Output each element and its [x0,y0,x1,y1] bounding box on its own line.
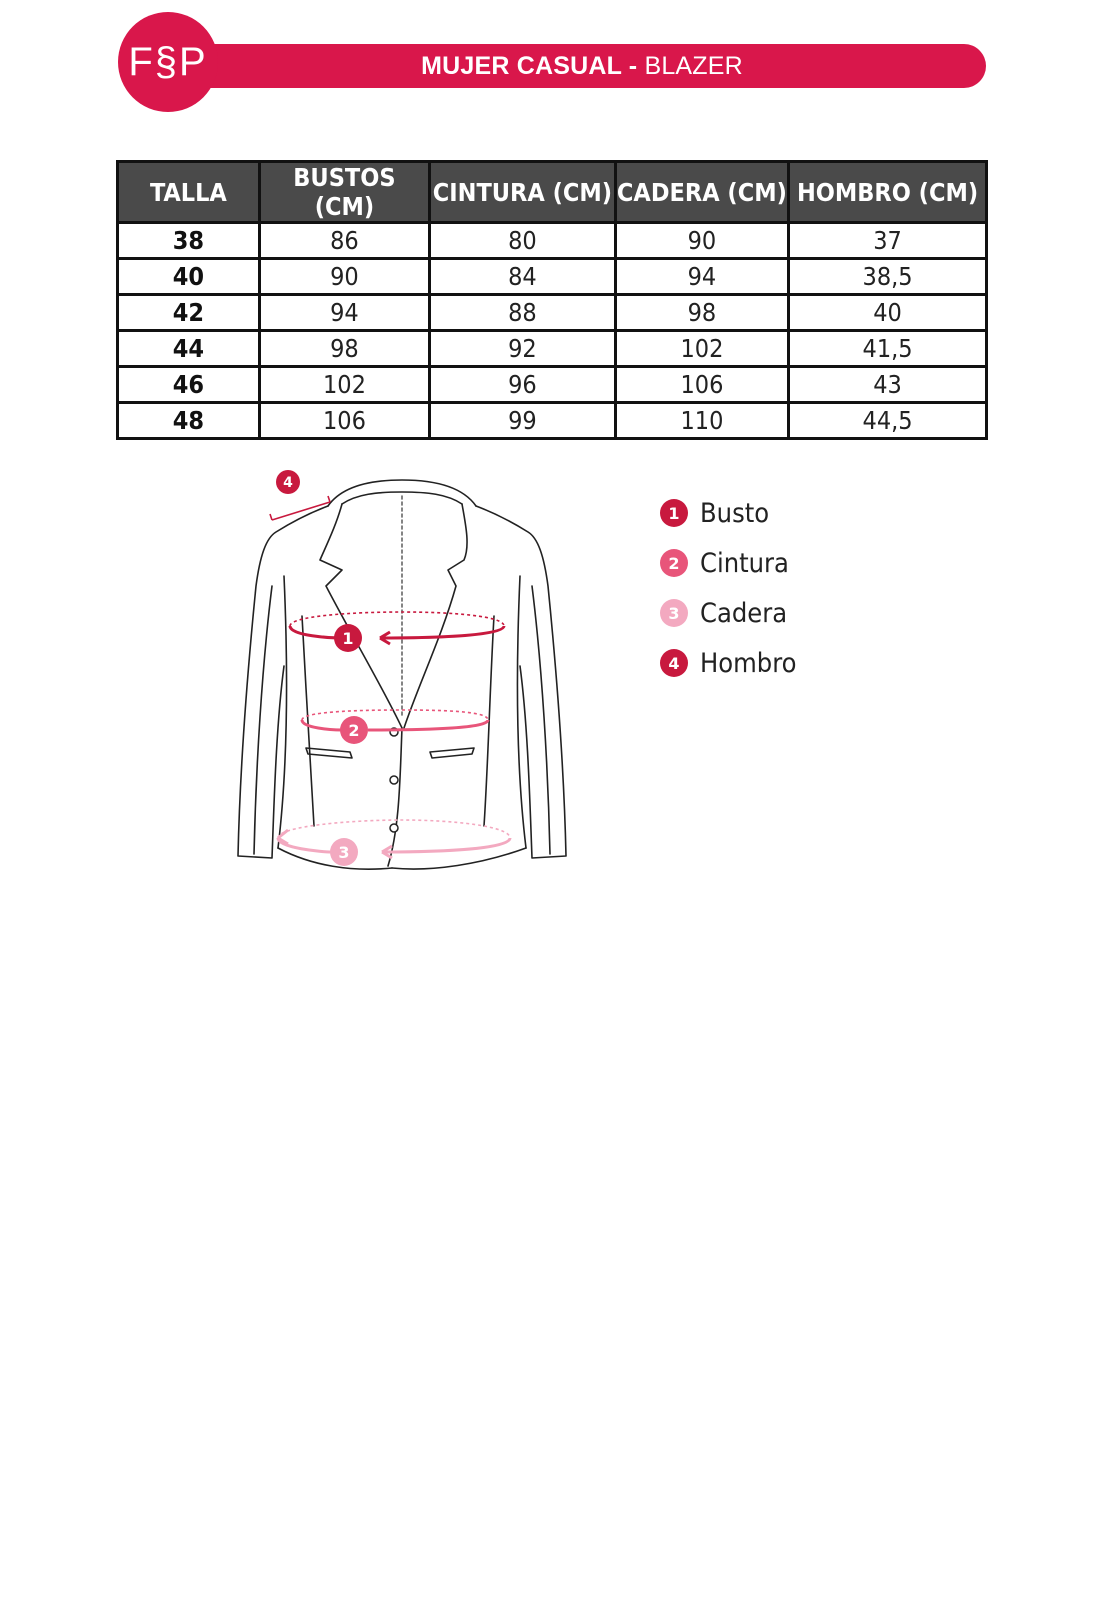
legend-label: Cadera [700,597,788,629]
cell-cintura: 80 [430,223,616,259]
shoulder-measure [270,470,330,520]
title-product: BLAZER [644,52,743,80]
marker-2: 2 [348,721,360,740]
header-cadera: CADERA (CM) [615,162,788,223]
cell-hombro: 38,5 [789,259,987,295]
table-row [118,403,987,439]
bust-measure [290,612,504,652]
table-header-row [118,162,987,223]
cell-talla: 40 [118,259,260,295]
cell-hombro: 41,5 [789,331,987,367]
marker-3: 3 [338,843,350,862]
title-category: MUJER CASUAL - [421,52,645,80]
legend-item-busto [660,488,960,538]
header-cintura: CINTURA (CM) [430,162,616,223]
table-row [118,331,987,367]
header-talla: TALLA [118,162,260,223]
cell-talla: 48 [118,403,260,439]
cell-talla: 42 [118,295,260,331]
legend-badge: 2 [660,549,688,577]
cell-busto: 94 [259,295,429,331]
cell-busto: 98 [259,331,429,367]
title-bar [178,44,986,88]
legend-label: Cintura [700,547,789,579]
blazer-measurement-diagram [232,466,572,896]
cell-hombro: 43 [789,367,987,403]
cell-talla: 38 [118,223,260,259]
header-bustos: BUSTOS (CM) [259,162,429,223]
cell-cintura: 84 [430,259,616,295]
cell-talla: 44 [118,331,260,367]
cell-cadera: 90 [615,223,788,259]
cell-cadera: 102 [615,331,788,367]
legend-label: Hombro [700,647,797,679]
cell-hombro: 40 [789,295,987,331]
marker-1: 1 [342,629,354,648]
size-chart-table [116,160,988,440]
cell-talla: 46 [118,367,260,403]
cell-busto: 90 [259,259,429,295]
header-hombro: HOMBRO (CM) [789,162,987,223]
cell-busto: 106 [259,403,429,439]
table-row [118,259,987,295]
table-row [118,367,987,403]
measurement-legend [660,488,960,688]
cell-hombro: 44,5 [789,403,987,439]
legend-item-hombro [660,638,960,688]
cell-busto: 86 [259,223,429,259]
cell-cintura: 88 [430,295,616,331]
legend-label: Busto [700,497,770,529]
page-title [178,44,986,88]
marker-4: 4 [283,475,293,491]
cell-cintura: 92 [430,331,616,367]
cell-cadera: 106 [615,367,788,403]
blazer-illustration [232,466,572,896]
legend-item-cintura [660,538,960,588]
legend-item-cadera [660,588,960,638]
cell-cintura: 96 [430,367,616,403]
legend-badge: 1 [660,499,688,527]
legend-badge: 4 [660,649,688,677]
cell-busto: 102 [259,367,429,403]
brand-logo [118,12,218,112]
cell-hombro: 37 [789,223,987,259]
legend-badge: 3 [660,599,688,627]
cell-cadera: 98 [615,295,788,331]
cell-cadera: 94 [615,259,788,295]
cell-cintura: 99 [430,403,616,439]
table-row [118,295,987,331]
cell-cadera: 110 [615,403,788,439]
page-header [118,12,988,114]
table-row [118,223,987,259]
logo-text: F§P [128,40,208,84]
